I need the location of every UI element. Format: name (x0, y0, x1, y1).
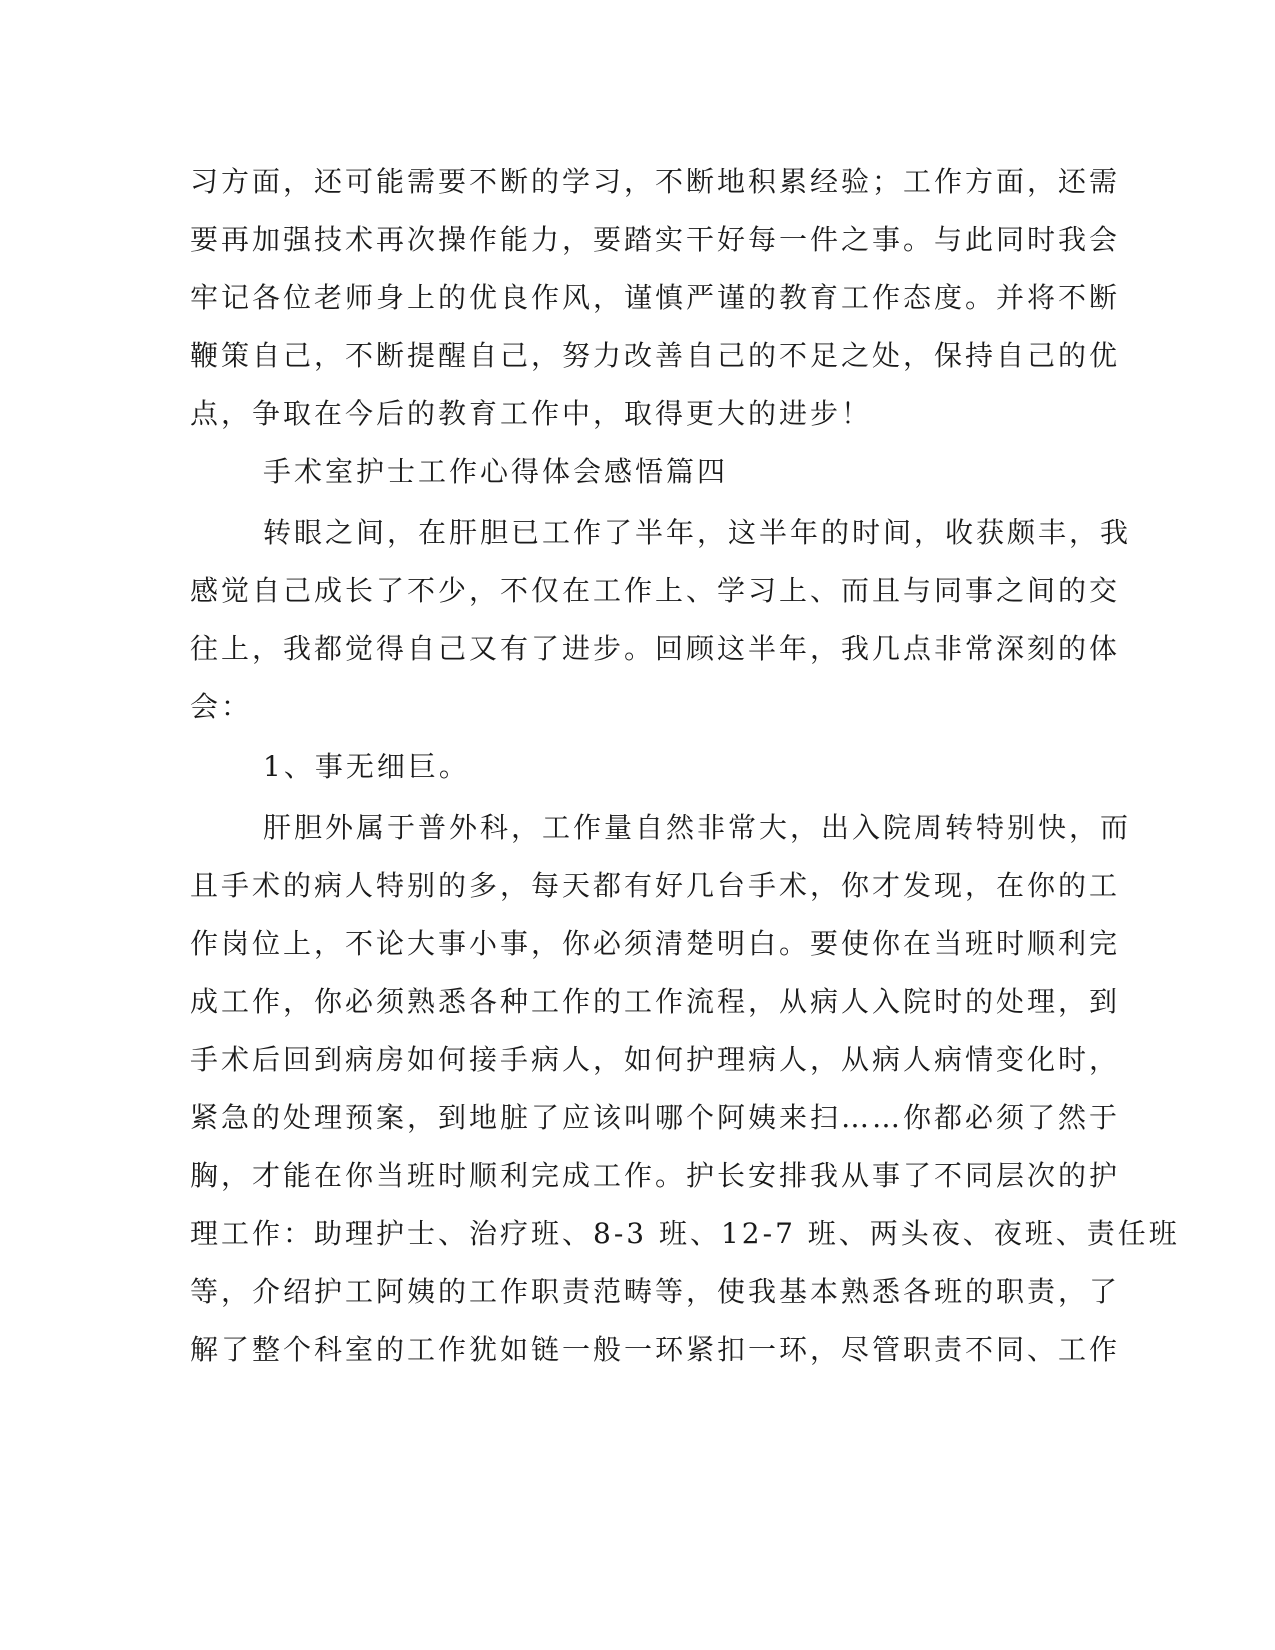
text-line: 感觉自己成长了不少，不仅在工作上、学习上、而且与同事之间的交 (190, 574, 1121, 607)
text-line: 等，介绍护工阿姨的工作职责范畴等，使我基本熟悉各班的职责，了 (190, 1275, 1121, 1308)
list-heading: 1、事无细巨。 (263, 750, 470, 783)
text-line: 会： (190, 690, 253, 723)
text-line: 且手术的病人特别的多，每天都有好几台手术，你才发现，在你的工 (190, 869, 1121, 902)
text-line: 解了整个科室的工作犹如链一般一环紧扣一环，尽管职责不同、工作 (190, 1333, 1121, 1366)
text-line: 手术后回到病房如何接手病人，如何护理病人，从病人病情变化时， (190, 1043, 1121, 1076)
text-line: 点，争取在今后的教育工作中，取得更大的进步！ (190, 397, 873, 430)
text-line: 肝胆外属于普外科，工作量自然非常大，出入院周转特别快，而 (263, 811, 1132, 844)
text-line: 胸，才能在你当班时顺利完成工作。护长安排我从事了不同层次的护 (190, 1159, 1121, 1192)
text-line: 理工作：助理护士、治疗班、8-3 班、12-7 班、两头夜、夜班、责任班 (190, 1217, 1180, 1250)
text-line: 牢记各位老师身上的优良作风，谨慎严谨的教育工作态度。并将不断 (190, 281, 1121, 314)
text-line: 作岗位上，不论大事小事，你必须清楚明白。要使你在当班时顺利完 (190, 927, 1121, 960)
text-line: 要再加强技术再次操作能力，要踏实干好每一件之事。与此同时我会 (190, 223, 1121, 256)
text-line: 转眼之间，在肝胆已工作了半年，这半年的时间，收获颇丰，我 (263, 516, 1132, 549)
text-line: 成工作，你必须熟悉各种工作的工作流程，从病人入院时的处理，到 (190, 985, 1121, 1018)
text-line: 习方面，还可能需要不断的学习，不断地积累经验；工作方面，还需 (190, 165, 1121, 198)
text-line: 往上，我都觉得自己又有了进步。回顾这半年，我几点非常深刻的体 (190, 632, 1121, 665)
text-line: 鞭策自己，不断提醒自己，努力改善自己的不足之处，保持自己的优 (190, 339, 1121, 372)
section-heading: 手术室护士工作心得体会感悟篇四 (263, 455, 729, 488)
text-line: 紧急的处理预案，到地脏了应该叫哪个阿姨来扫……你都必须了然于 (190, 1101, 1121, 1134)
